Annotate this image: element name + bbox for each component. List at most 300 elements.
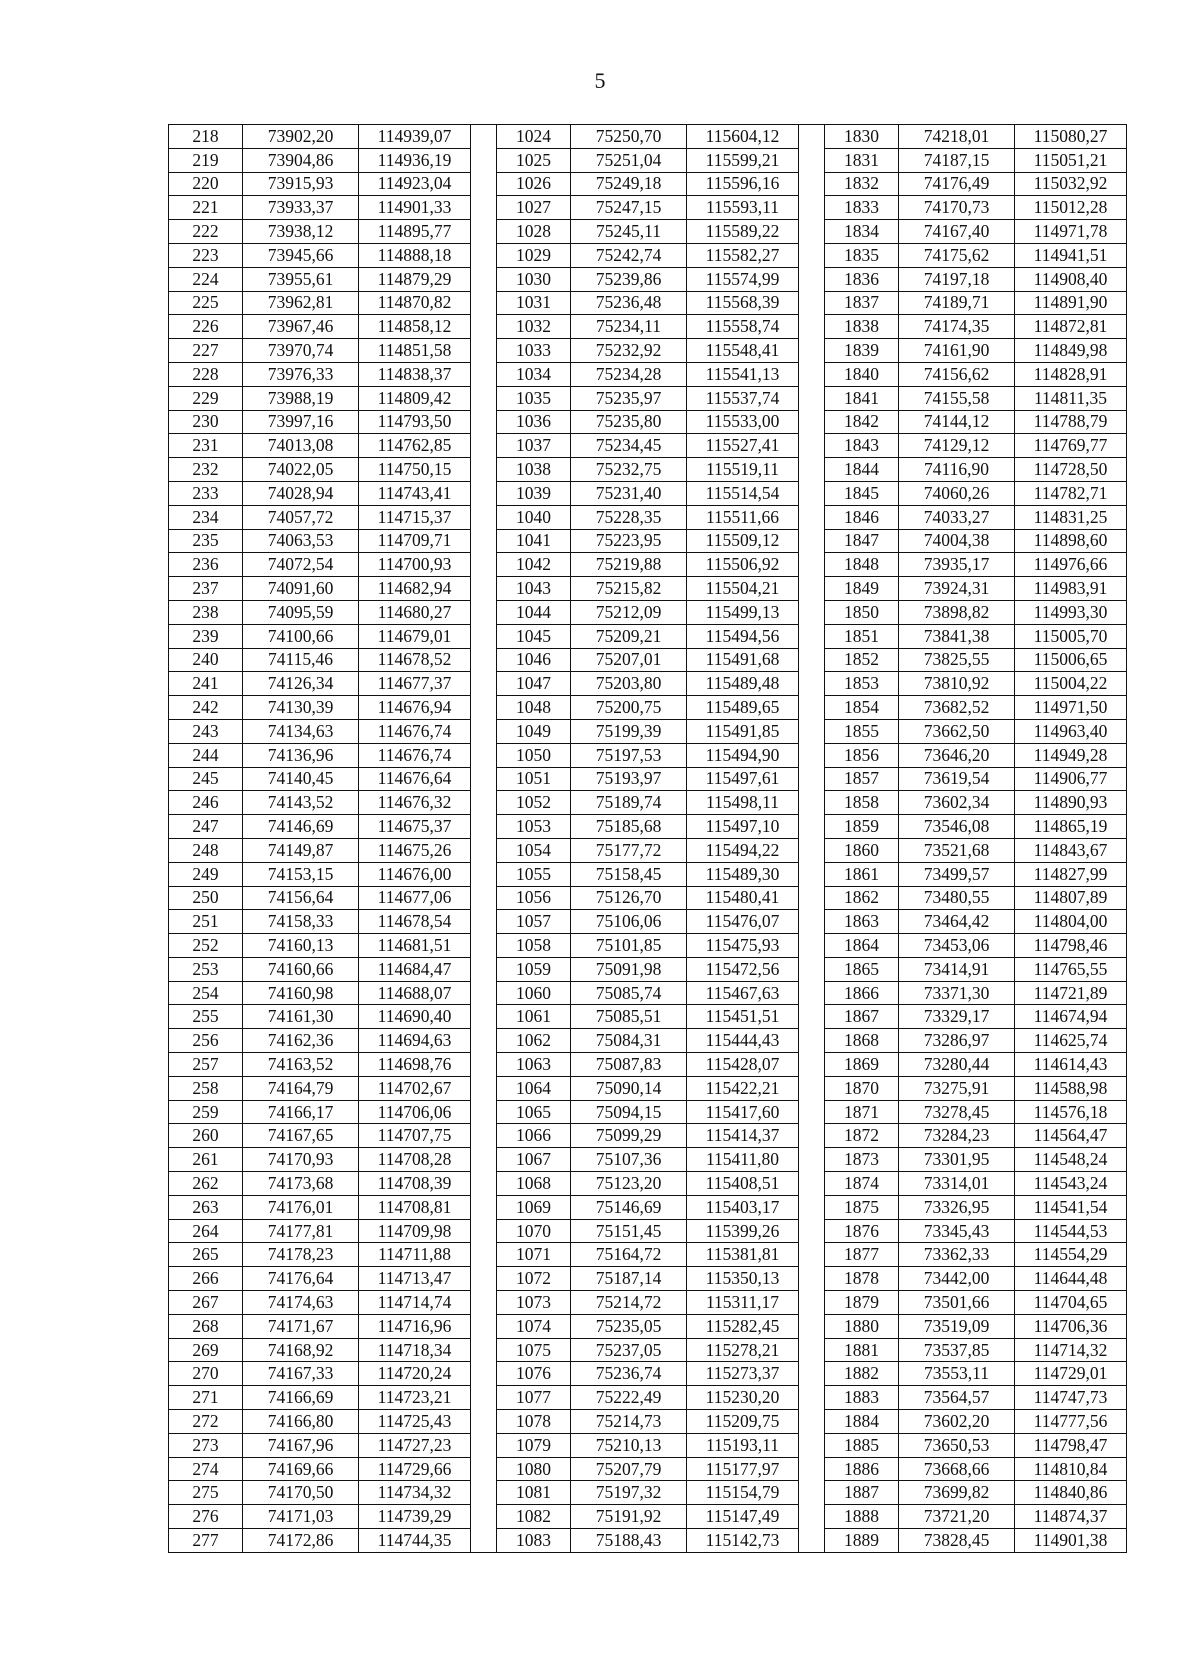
x-coordinate-cell: 75219,88	[571, 553, 687, 577]
y-coordinate-cell: 114676,74	[359, 743, 471, 767]
point-number-cell: 1852	[825, 648, 899, 672]
column-spacer	[799, 172, 825, 196]
x-coordinate-cell: 75207,01	[571, 648, 687, 672]
y-coordinate-cell: 114720,24	[359, 1362, 471, 1386]
point-number-cell: 266	[169, 1267, 243, 1291]
column-spacer	[471, 1291, 497, 1315]
column-spacer	[799, 291, 825, 315]
y-coordinate-cell: 114908,40	[1015, 267, 1127, 291]
y-coordinate-cell: 115273,37	[687, 1362, 799, 1386]
column-spacer	[799, 362, 825, 386]
point-number-cell: 246	[169, 791, 243, 815]
point-number-cell: 1878	[825, 1267, 899, 1291]
y-coordinate-cell: 114891,90	[1015, 291, 1127, 315]
x-coordinate-cell: 73314,01	[899, 1172, 1015, 1196]
point-number-cell: 220	[169, 172, 243, 196]
point-number-cell: 250	[169, 886, 243, 910]
y-coordinate-cell: 114939,07	[359, 125, 471, 149]
y-coordinate-cell: 115411,80	[687, 1148, 799, 1172]
x-coordinate-cell: 73326,95	[899, 1195, 1015, 1219]
y-coordinate-cell: 114681,51	[359, 934, 471, 958]
x-coordinate-cell: 73371,30	[899, 981, 1015, 1005]
point-number-cell: 219	[169, 148, 243, 172]
y-coordinate-cell: 115012,28	[1015, 196, 1127, 220]
y-coordinate-cell: 114576,18	[1015, 1100, 1127, 1124]
table-row	[169, 696, 1127, 720]
point-number-cell: 1837	[825, 291, 899, 315]
x-coordinate-cell: 73682,52	[899, 696, 1015, 720]
x-coordinate-cell: 74095,59	[243, 600, 359, 624]
y-coordinate-cell: 114709,98	[359, 1219, 471, 1243]
y-coordinate-cell: 115032,92	[1015, 172, 1127, 196]
point-number-cell: 1835	[825, 243, 899, 267]
y-coordinate-cell: 115350,13	[687, 1267, 799, 1291]
table-row	[169, 553, 1127, 577]
x-coordinate-cell: 74060,26	[899, 481, 1015, 505]
y-coordinate-cell: 114810,84	[1015, 1457, 1127, 1481]
y-coordinate-cell: 114843,67	[1015, 838, 1127, 862]
column-spacer	[799, 1148, 825, 1172]
point-number-cell: 274	[169, 1457, 243, 1481]
point-number-cell: 259	[169, 1100, 243, 1124]
point-number-cell: 1846	[825, 505, 899, 529]
column-spacer	[799, 1362, 825, 1386]
point-number-cell: 242	[169, 696, 243, 720]
point-number-cell: 1069	[497, 1195, 571, 1219]
y-coordinate-cell: 115422,21	[687, 1076, 799, 1100]
y-coordinate-cell: 115381,81	[687, 1243, 799, 1267]
point-number-cell: 1043	[497, 577, 571, 601]
y-coordinate-cell: 115475,93	[687, 934, 799, 958]
y-coordinate-cell: 114941,51	[1015, 243, 1127, 267]
column-spacer	[471, 529, 497, 553]
point-number-cell: 1886	[825, 1457, 899, 1481]
point-number-cell: 260	[169, 1124, 243, 1148]
x-coordinate-cell: 73280,44	[899, 1053, 1015, 1077]
y-coordinate-cell: 114680,27	[359, 600, 471, 624]
y-coordinate-cell: 115006,65	[1015, 648, 1127, 672]
x-coordinate-cell: 75210,13	[571, 1433, 687, 1457]
x-coordinate-cell: 75228,35	[571, 505, 687, 529]
y-coordinate-cell: 115428,07	[687, 1053, 799, 1077]
point-number-cell: 1843	[825, 434, 899, 458]
column-spacer	[471, 1005, 497, 1029]
table-row	[169, 1005, 1127, 1029]
table-row	[169, 1338, 1127, 1362]
point-number-cell: 1063	[497, 1053, 571, 1077]
x-coordinate-cell: 74149,87	[243, 838, 359, 862]
table-row	[169, 434, 1127, 458]
column-spacer	[471, 838, 497, 862]
column-spacer	[471, 267, 497, 291]
table-row	[169, 1481, 1127, 1505]
x-coordinate-cell: 75236,48	[571, 291, 687, 315]
y-coordinate-cell: 114831,25	[1015, 505, 1127, 529]
y-coordinate-cell: 114983,91	[1015, 577, 1127, 601]
column-spacer	[471, 743, 497, 767]
point-number-cell: 1873	[825, 1148, 899, 1172]
y-coordinate-cell: 114676,64	[359, 767, 471, 791]
x-coordinate-cell: 73278,45	[899, 1100, 1015, 1124]
point-number-cell: 1875	[825, 1195, 899, 1219]
point-number-cell: 223	[169, 243, 243, 267]
column-spacer	[799, 1005, 825, 1029]
y-coordinate-cell: 114827,99	[1015, 862, 1127, 886]
point-number-cell: 225	[169, 291, 243, 315]
x-coordinate-cell: 74028,94	[243, 481, 359, 505]
x-coordinate-cell: 73553,11	[899, 1362, 1015, 1386]
x-coordinate-cell: 75245,11	[571, 220, 687, 244]
column-spacer	[799, 1243, 825, 1267]
table-row	[169, 1243, 1127, 1267]
column-spacer	[799, 934, 825, 958]
table-row	[169, 148, 1127, 172]
x-coordinate-cell: 74169,66	[243, 1457, 359, 1481]
column-spacer	[471, 577, 497, 601]
point-number-cell: 1070	[497, 1219, 571, 1243]
column-spacer	[471, 1100, 497, 1124]
column-spacer	[471, 624, 497, 648]
y-coordinate-cell: 114676,32	[359, 791, 471, 815]
x-coordinate-cell: 75239,86	[571, 267, 687, 291]
x-coordinate-cell: 73442,00	[899, 1267, 1015, 1291]
table-row	[169, 1076, 1127, 1100]
column-spacer	[799, 600, 825, 624]
x-coordinate-cell: 73902,20	[243, 125, 359, 149]
y-coordinate-cell: 114554,29	[1015, 1243, 1127, 1267]
x-coordinate-cell: 73828,45	[899, 1529, 1015, 1553]
point-number-cell: 1050	[497, 743, 571, 767]
column-spacer	[799, 196, 825, 220]
column-spacer	[799, 1457, 825, 1481]
column-spacer	[799, 410, 825, 434]
y-coordinate-cell: 115209,75	[687, 1410, 799, 1434]
column-spacer	[799, 339, 825, 363]
column-spacer	[471, 1243, 497, 1267]
y-coordinate-cell: 114684,47	[359, 957, 471, 981]
column-spacer	[799, 553, 825, 577]
column-spacer	[471, 481, 497, 505]
column-spacer	[799, 1053, 825, 1077]
x-coordinate-cell: 75094,15	[571, 1100, 687, 1124]
y-coordinate-cell: 115604,12	[687, 125, 799, 149]
point-number-cell: 239	[169, 624, 243, 648]
point-number-cell: 257	[169, 1053, 243, 1077]
column-spacer	[799, 458, 825, 482]
x-coordinate-cell: 73501,66	[899, 1291, 1015, 1315]
point-number-cell: 1076	[497, 1362, 571, 1386]
x-coordinate-cell: 75237,05	[571, 1338, 687, 1362]
x-coordinate-cell: 75235,97	[571, 386, 687, 410]
column-spacer	[471, 386, 497, 410]
point-number-cell: 1858	[825, 791, 899, 815]
point-number-cell: 1073	[497, 1291, 571, 1315]
point-number-cell: 1879	[825, 1291, 899, 1315]
point-number-cell: 267	[169, 1291, 243, 1315]
x-coordinate-cell: 75193,97	[571, 767, 687, 791]
table-row	[169, 1267, 1127, 1291]
x-coordinate-cell: 74174,63	[243, 1291, 359, 1315]
x-coordinate-cell: 74177,81	[243, 1219, 359, 1243]
point-number-cell: 1882	[825, 1362, 899, 1386]
point-number-cell: 235	[169, 529, 243, 553]
table-row	[169, 1029, 1127, 1053]
table-row	[169, 957, 1127, 981]
x-coordinate-cell: 74168,92	[243, 1338, 359, 1362]
x-coordinate-cell: 73602,34	[899, 791, 1015, 815]
x-coordinate-cell: 75199,39	[571, 719, 687, 743]
x-coordinate-cell: 74171,03	[243, 1505, 359, 1529]
y-coordinate-cell: 114858,12	[359, 315, 471, 339]
column-spacer	[799, 672, 825, 696]
point-number-cell: 1036	[497, 410, 571, 434]
y-coordinate-cell: 115408,51	[687, 1172, 799, 1196]
point-number-cell: 218	[169, 125, 243, 149]
y-coordinate-cell: 114708,39	[359, 1172, 471, 1196]
x-coordinate-cell: 74158,33	[243, 910, 359, 934]
y-coordinate-cell: 114676,74	[359, 719, 471, 743]
y-coordinate-cell: 115514,54	[687, 481, 799, 505]
x-coordinate-cell: 74170,93	[243, 1148, 359, 1172]
point-number-cell: 1834	[825, 220, 899, 244]
column-spacer	[471, 815, 497, 839]
y-coordinate-cell: 114676,94	[359, 696, 471, 720]
x-coordinate-cell: 75191,92	[571, 1505, 687, 1529]
point-number-cell: 241	[169, 672, 243, 696]
column-spacer	[799, 1529, 825, 1553]
x-coordinate-cell: 75099,29	[571, 1124, 687, 1148]
table-row	[169, 577, 1127, 601]
point-number-cell: 1037	[497, 434, 571, 458]
x-coordinate-cell: 75232,92	[571, 339, 687, 363]
point-number-cell: 1883	[825, 1386, 899, 1410]
point-number-cell: 238	[169, 600, 243, 624]
y-coordinate-cell: 114739,29	[359, 1505, 471, 1529]
column-spacer	[471, 1267, 497, 1291]
column-spacer	[471, 672, 497, 696]
point-number-cell: 1080	[497, 1457, 571, 1481]
x-coordinate-cell: 74091,60	[243, 577, 359, 601]
table-row	[169, 1291, 1127, 1315]
point-number-cell: 1061	[497, 1005, 571, 1029]
point-number-cell: 1869	[825, 1053, 899, 1077]
x-coordinate-cell: 73362,33	[899, 1243, 1015, 1267]
y-coordinate-cell: 114798,46	[1015, 934, 1127, 958]
x-coordinate-cell: 74167,96	[243, 1433, 359, 1457]
y-coordinate-cell: 114936,19	[359, 148, 471, 172]
column-spacer	[471, 910, 497, 934]
x-coordinate-cell: 73933,37	[243, 196, 359, 220]
column-spacer	[799, 1029, 825, 1053]
point-number-cell: 1033	[497, 339, 571, 363]
column-spacer	[471, 148, 497, 172]
column-spacer	[471, 600, 497, 624]
table-row	[169, 458, 1127, 482]
point-number-cell: 1861	[825, 862, 899, 886]
point-number-cell: 236	[169, 553, 243, 577]
column-spacer	[799, 648, 825, 672]
x-coordinate-cell: 74162,36	[243, 1029, 359, 1053]
table-row	[169, 1410, 1127, 1434]
y-coordinate-cell: 115193,11	[687, 1433, 799, 1457]
y-coordinate-cell: 115005,70	[1015, 624, 1127, 648]
x-coordinate-cell: 73480,55	[899, 886, 1015, 910]
x-coordinate-cell: 73825,55	[899, 648, 1015, 672]
table-row	[169, 672, 1127, 696]
x-coordinate-cell: 74063,53	[243, 529, 359, 553]
column-spacer	[471, 1433, 497, 1457]
table-row	[169, 743, 1127, 767]
x-coordinate-cell: 74176,64	[243, 1267, 359, 1291]
x-coordinate-cell: 73924,31	[899, 577, 1015, 601]
x-coordinate-cell: 75200,75	[571, 696, 687, 720]
y-coordinate-cell: 114718,34	[359, 1338, 471, 1362]
y-coordinate-cell: 115399,26	[687, 1219, 799, 1243]
table-row	[169, 719, 1127, 743]
column-spacer	[799, 1124, 825, 1148]
point-number-cell: 263	[169, 1195, 243, 1219]
point-number-cell: 1024	[497, 125, 571, 149]
y-coordinate-cell: 114750,15	[359, 458, 471, 482]
point-number-cell: 1045	[497, 624, 571, 648]
x-coordinate-cell: 75232,75	[571, 458, 687, 482]
column-spacer	[471, 1314, 497, 1338]
column-spacer	[799, 243, 825, 267]
y-coordinate-cell: 114793,50	[359, 410, 471, 434]
column-spacer	[471, 1053, 497, 1077]
table-row	[169, 1100, 1127, 1124]
y-coordinate-cell: 115558,74	[687, 315, 799, 339]
column-spacer	[799, 910, 825, 934]
x-coordinate-cell: 75214,72	[571, 1291, 687, 1315]
y-coordinate-cell: 114541,54	[1015, 1195, 1127, 1219]
point-number-cell: 1074	[497, 1314, 571, 1338]
column-spacer	[471, 886, 497, 910]
y-coordinate-cell: 115472,56	[687, 957, 799, 981]
x-coordinate-cell: 74170,50	[243, 1481, 359, 1505]
x-coordinate-cell: 74189,71	[899, 291, 1015, 315]
point-number-cell: 232	[169, 458, 243, 482]
x-coordinate-cell: 74153,15	[243, 862, 359, 886]
table-row	[169, 815, 1127, 839]
column-spacer	[799, 1100, 825, 1124]
point-number-cell: 1072	[497, 1267, 571, 1291]
y-coordinate-cell: 115489,48	[687, 672, 799, 696]
point-number-cell: 1026	[497, 172, 571, 196]
x-coordinate-cell: 74134,63	[243, 719, 359, 743]
table-row	[169, 767, 1127, 791]
column-spacer	[471, 434, 497, 458]
x-coordinate-cell: 73976,33	[243, 362, 359, 386]
y-coordinate-cell: 114762,85	[359, 434, 471, 458]
point-number-cell: 262	[169, 1172, 243, 1196]
table-row	[169, 624, 1127, 648]
x-coordinate-cell: 74144,12	[899, 410, 1015, 434]
column-spacer	[471, 1124, 497, 1148]
column-spacer	[471, 1362, 497, 1386]
x-coordinate-cell: 75249,18	[571, 172, 687, 196]
x-coordinate-cell: 74167,65	[243, 1124, 359, 1148]
page-number: 5	[594, 68, 606, 93]
point-number-cell: 1867	[825, 1005, 899, 1029]
column-spacer	[471, 172, 497, 196]
point-number-cell: 1038	[497, 458, 571, 482]
y-coordinate-cell: 114729,01	[1015, 1362, 1127, 1386]
column-spacer	[471, 315, 497, 339]
y-coordinate-cell: 114901,33	[359, 196, 471, 220]
point-number-cell: 1025	[497, 148, 571, 172]
y-coordinate-cell: 114765,55	[1015, 957, 1127, 981]
table-row	[169, 886, 1127, 910]
point-number-cell: 1853	[825, 672, 899, 696]
y-coordinate-cell: 115467,63	[687, 981, 799, 1005]
y-coordinate-cell: 115494,90	[687, 743, 799, 767]
y-coordinate-cell: 114971,78	[1015, 220, 1127, 244]
x-coordinate-cell: 75223,95	[571, 529, 687, 553]
y-coordinate-cell: 114713,47	[359, 1267, 471, 1291]
point-number-cell: 247	[169, 815, 243, 839]
x-coordinate-cell: 74160,66	[243, 957, 359, 981]
y-coordinate-cell: 114625,74	[1015, 1029, 1127, 1053]
y-coordinate-cell: 114711,88	[359, 1243, 471, 1267]
x-coordinate-cell: 74022,05	[243, 458, 359, 482]
y-coordinate-cell: 115494,56	[687, 624, 799, 648]
column-spacer	[799, 886, 825, 910]
point-number-cell: 1859	[825, 815, 899, 839]
y-coordinate-cell: 115489,30	[687, 862, 799, 886]
x-coordinate-cell: 73945,66	[243, 243, 359, 267]
y-coordinate-cell: 114714,74	[359, 1291, 471, 1315]
point-number-cell: 231	[169, 434, 243, 458]
x-coordinate-cell: 75185,68	[571, 815, 687, 839]
x-coordinate-cell: 74126,34	[243, 672, 359, 696]
y-coordinate-cell: 114728,50	[1015, 458, 1127, 482]
column-spacer	[799, 981, 825, 1005]
column-spacer	[471, 957, 497, 981]
point-number-cell: 1868	[825, 1029, 899, 1053]
point-number-cell: 245	[169, 767, 243, 791]
point-number-cell: 1034	[497, 362, 571, 386]
x-coordinate-cell: 74100,66	[243, 624, 359, 648]
x-coordinate-cell: 73301,95	[899, 1148, 1015, 1172]
column-spacer	[799, 1172, 825, 1196]
column-spacer	[471, 1481, 497, 1505]
point-number-cell: 1870	[825, 1076, 899, 1100]
point-number-cell: 252	[169, 934, 243, 958]
point-number-cell: 1874	[825, 1172, 899, 1196]
point-number-cell: 1079	[497, 1433, 571, 1457]
x-coordinate-cell: 75212,09	[571, 600, 687, 624]
x-coordinate-cell: 74171,67	[243, 1314, 359, 1338]
y-coordinate-cell: 114677,06	[359, 886, 471, 910]
x-coordinate-cell: 74175,62	[899, 243, 1015, 267]
x-coordinate-cell: 74143,52	[243, 791, 359, 815]
column-spacer	[471, 1338, 497, 1362]
x-coordinate-cell: 75214,73	[571, 1410, 687, 1434]
x-coordinate-cell: 74129,12	[899, 434, 1015, 458]
table-row	[169, 220, 1127, 244]
x-coordinate-cell: 75151,45	[571, 1219, 687, 1243]
column-spacer	[471, 1148, 497, 1172]
column-spacer	[471, 934, 497, 958]
column-spacer	[799, 1433, 825, 1457]
y-coordinate-cell: 114851,58	[359, 339, 471, 363]
table-row	[169, 838, 1127, 862]
point-number-cell: 1887	[825, 1481, 899, 1505]
x-coordinate-cell: 73967,46	[243, 315, 359, 339]
x-coordinate-cell: 74156,64	[243, 886, 359, 910]
point-number-cell: 1848	[825, 553, 899, 577]
